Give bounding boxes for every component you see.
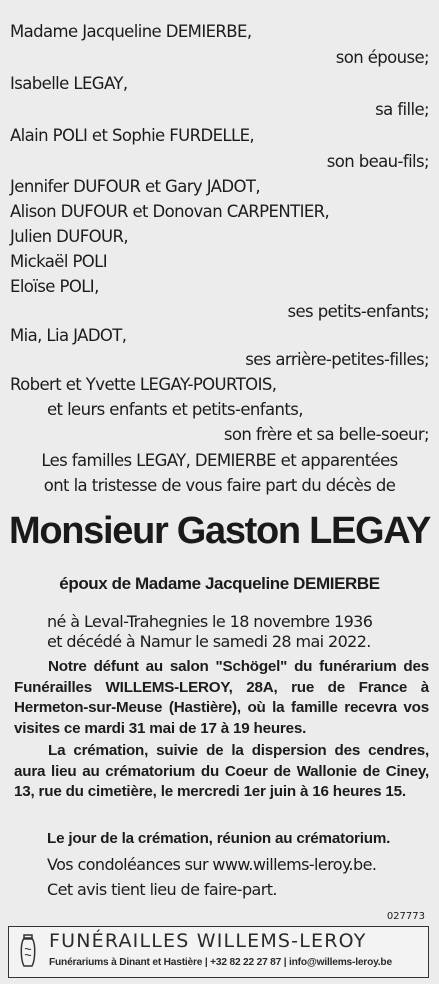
daughter-role: sa fille; (375, 100, 429, 119)
condolences-notice: Vos condoléances sur www.willems-leroy.be. (47, 855, 377, 874)
funeral-home-footer (8, 926, 429, 978)
funeral-home-contact: Funérariums à Dinant et Hastière | +32 82 22 27 87 | info@willems-leroy.be (49, 957, 392, 968)
grandchild-1: Jennifer DUFOUR et Gary JADOT, (10, 177, 260, 196)
death-line: et décédé à Namur le samedi 28 mai 2022. (47, 632, 371, 651)
salon-notice: Notre défunt au salon "Schögel" du funérarium des Funérailles WILLEMS-LEROY, 28A, rue de France à Hermeton-sur-Meuse (Hastière), où la famille recevra vos visites ce mardi 31 mai de 17 à 19 heures. (14, 658, 429, 737)
funeral-home-logo-text: FUNÉRAILLES WILLEMS-LEROY (49, 930, 367, 952)
sibling-name: Robert et Yvette LEGAY-POURTOIS, (10, 375, 277, 394)
families-line: Les familles LEGAY, DEMIERBE et apparentées (41, 451, 398, 470)
sibling-role: son frère et sa belle-soeur; (223, 425, 429, 444)
grandchild-4: Mickaël POLI (10, 252, 108, 271)
deceased-name: Monsieur Gaston LEGAY (8, 510, 431, 552)
reference-number: 027773 (386, 911, 425, 922)
grandchild-2: Alison DUFOUR et Donovan CARPENTIER, (10, 202, 330, 221)
deceased-spouse-line: époux de Madame Jacqueline DEMIERBE (59, 574, 380, 593)
birth-line: né à Leval-Trahegnies le 18 novembre 1936 (47, 612, 373, 631)
announcement-line: ont la tristesse de vous faire part du décès de (43, 476, 396, 495)
grandchildren-role: ses petits-enfants; (287, 302, 429, 321)
soninlaw-role: son beau-fils; (326, 152, 429, 171)
spouse-name: Madame Jacqueline DEMIERBE, (10, 22, 252, 41)
spouse-role: son épouse; (335, 48, 429, 67)
cremation-notice: La crémation, suivie de la dispersion des cendres, aura lieu au crématorium du Coeur de Wallonie de Ciney, 13, rue du cimetière, le mercredi 1er juin à 16 heures 15. (14, 742, 429, 800)
daughter-name: Isabelle LEGAY, (10, 74, 128, 93)
grandchild-5: Eloïse POLI, (10, 277, 99, 296)
grandchild-3: Julien DUFOUR, (10, 227, 128, 246)
greatgrandchildren-role: ses arrière-petites-filles; (245, 350, 429, 369)
soninlaw-name: Alain POLI et Sophie FURDELLE, (10, 126, 255, 145)
reunion-notice: Le jour de la crémation, réunion au crématorium. (47, 830, 391, 847)
sibling-descendants: et leurs enfants et petits-enfants, (47, 400, 303, 419)
avis-notice: Cet avis tient lieu de faire-part. (47, 880, 277, 899)
greatgrandchildren-name: Mia, Lia JADOT, (10, 326, 127, 345)
urn-icon (19, 933, 37, 969)
